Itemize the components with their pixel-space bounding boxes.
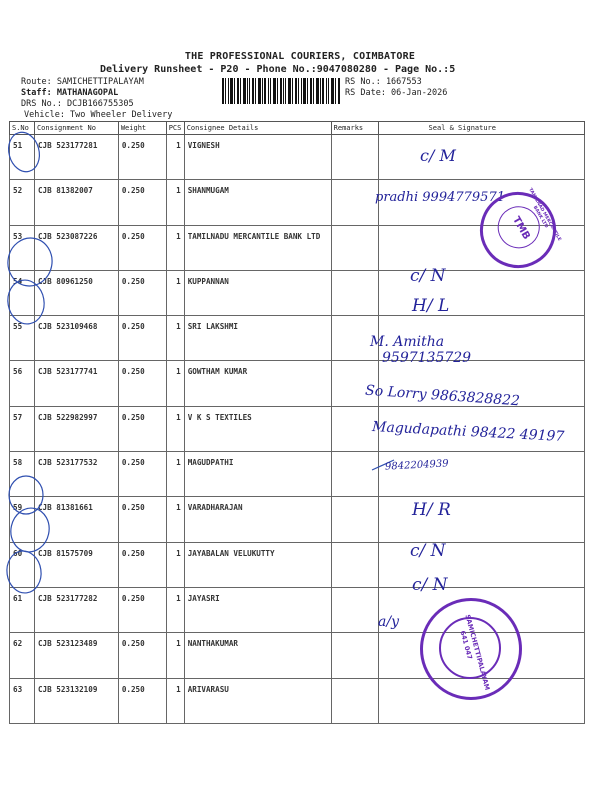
signature-51: c/ M [420, 146, 456, 165]
col-weight: Weight [118, 122, 166, 135]
cell-consignment: CJB 523177282 [34, 587, 118, 632]
signature-58: Magudapathi 98422 49197 [371, 418, 565, 446]
signature-56-name: M. Amitha [370, 334, 445, 350]
cell-pcs: 1 [166, 452, 184, 497]
cell-weight: 0.250 [118, 135, 166, 180]
col-consignee: Consignee Details [184, 122, 331, 135]
post-office-stamp [420, 598, 522, 700]
cell-consignee: TAMILNADU MERCANTILE BANK LTD [184, 225, 331, 270]
drs-label: DRS No.: DCJB166755305 [21, 99, 134, 109]
cell-consignee: JAYABALAN VELUKUTTY [184, 542, 331, 587]
cell-sno: 55 [10, 316, 35, 361]
cell-consignment: CJB 523109468 [34, 316, 118, 361]
signature-57: So Lorry 9863828822 [364, 382, 521, 410]
signature-62: c/ N [412, 575, 448, 595]
cell-consignment: CJB 523177281 [34, 135, 118, 180]
cell-pcs: 1 [166, 587, 184, 632]
cell-pcs: 1 [166, 678, 184, 723]
doc-title: THE PROFESSIONAL COURIERS, COIMBATORE [184, 51, 416, 62]
cell-weight: 0.250 [118, 678, 166, 723]
cell-sno: 61 [10, 587, 35, 632]
pen-circle-61 [7, 505, 53, 556]
cell-consignment: CJB 523087226 [34, 225, 118, 270]
rs-no-label: RS No.: 1667553 [345, 77, 422, 87]
pen-circle-51 [4, 129, 43, 175]
cell-consignee: JAYASRI [184, 587, 331, 632]
tmb-seal-text: TAMILNAD MERCANTILE BANK LTD [527, 187, 562, 242]
col-remarks: Remarks [331, 122, 378, 135]
signature-61: c/ N [410, 541, 446, 561]
tmb-seal-center: TMB [510, 214, 532, 242]
cell-pcs: 1 [166, 542, 184, 587]
cell-consignee: VIGNESH [184, 135, 331, 180]
route-label: Route: SAMICHETTIPALAYAM [21, 77, 144, 87]
cell-consignee: KUPPANNAN [184, 270, 331, 315]
cell-sno: 59 [10, 497, 35, 542]
cell-pcs: 1 [166, 497, 184, 542]
pen-circle-62 [4, 549, 44, 595]
signature-63: a/y [378, 614, 399, 630]
cell-weight: 0.250 [118, 361, 166, 406]
cell-pcs: 1 [166, 135, 184, 180]
cell-sno: 51 [10, 135, 35, 180]
cell-sno: 54 [10, 270, 35, 315]
cell-consignment: CJB 522982997 [34, 406, 118, 451]
cell-consignment: CJB 523132109 [34, 678, 118, 723]
rs-date-label: RS Date: 06-Jan-2026 [345, 88, 448, 98]
cell-sno: 60 [10, 542, 35, 587]
signature-56-phone: 9597135729 [382, 350, 472, 366]
cell-pcs: 1 [166, 180, 184, 225]
cell-consignment: CJB 81382007 [34, 180, 118, 225]
cell-sno: 57 [10, 406, 35, 451]
cell-consignee: SRI LAKSHMI [184, 316, 331, 361]
doc-subtitle: Delivery Runsheet - P20 - Phone No.:9047080280 - Page No.:5 [100, 64, 456, 75]
cell-consignment: CJB 523123489 [34, 633, 118, 678]
signature-55: H/ L [412, 296, 450, 316]
cell-weight: 0.250 [118, 542, 166, 587]
cell-pcs: 1 [166, 316, 184, 361]
cell-consignment: CJB 523177532 [34, 452, 118, 497]
cell-weight: 0.250 [118, 452, 166, 497]
cell-sno: 63 [10, 678, 35, 723]
signature-54: c/ N [410, 266, 446, 286]
col-consignment: Consignment No [34, 122, 118, 135]
cell-weight: 0.250 [118, 270, 166, 315]
cell-sno: 53 [10, 225, 35, 270]
cell-sno: 58 [10, 452, 35, 497]
cell-weight: 0.250 [118, 225, 166, 270]
cell-weight: 0.250 [118, 180, 166, 225]
cell-pcs: 1 [166, 270, 184, 315]
pen-circle-55 [4, 277, 47, 327]
staff-label: Staff: MATHANAGOPAL [21, 88, 119, 98]
cell-pcs: 1 [166, 225, 184, 270]
cell-consignee: NANTHAKUMAR [184, 633, 331, 678]
signature-60: H/ R [412, 500, 451, 520]
col-signature: Seal & Signature [378, 122, 584, 135]
cell-consignee: GOWTHAM KUMAR [184, 361, 331, 406]
cell-sno: 56 [10, 361, 35, 406]
cell-pcs: 1 [166, 633, 184, 678]
vehicle-label: Vehicle: Two Wheeler Delivery [24, 110, 173, 120]
cell-consignee: ARIVARASU [184, 678, 331, 723]
cell-weight: 0.250 [118, 316, 166, 361]
post-stamp-text: SAMICHETTIPALAYAM 641 047 [458, 613, 492, 692]
cell-consignee: V K S TEXTILES [184, 406, 331, 451]
cell-consignee: SHANMUGAM [184, 180, 331, 225]
signature-52: pradhi 9994779571 [375, 190, 505, 205]
cell-consignee: VARADHARAJAN [184, 497, 331, 542]
cell-weight: 0.250 [118, 587, 166, 632]
cell-consignment: CJB 81575709 [34, 542, 118, 587]
cell-pcs: 1 [166, 361, 184, 406]
cell-sno: 52 [10, 180, 35, 225]
cell-consignment: CJB 523177741 [34, 361, 118, 406]
col-sno: S.No [10, 122, 35, 135]
cell-consignment: CJB 80961250 [34, 270, 118, 315]
cell-weight: 0.250 [118, 633, 166, 678]
cell-weight: 0.250 [118, 406, 166, 451]
cell-sno: 62 [10, 633, 35, 678]
cell-consignment: CJB 81381661 [34, 497, 118, 542]
col-pcs: PCS [166, 122, 184, 135]
cell-pcs: 1 [166, 406, 184, 451]
cell-consignee: MAGUDPATHI [184, 452, 331, 497]
signature-59: 9842204939 [384, 458, 449, 473]
cell-weight: 0.250 [118, 497, 166, 542]
